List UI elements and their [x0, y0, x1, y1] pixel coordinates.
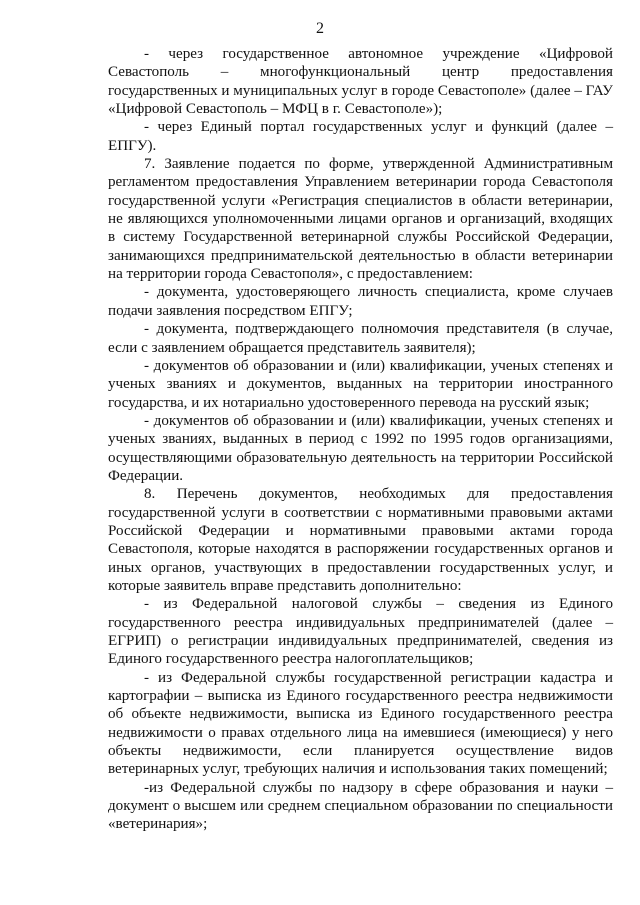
paragraph-cadastre-service: - из Федеральной службы государственной регистрации кадастра и картографии – выписка из Единого государственного реестра недвижимости об объекте недвижимости, выписка из Единого государственного реестра недвижимости о правах отдельного лица на имевшиеся (имеющиеся) у него объекты недвижимости, если планируется осуществление видов ветеринарных услуг, требующих наличия и использования таких помещений;: [108, 669, 613, 778]
paragraph-via-mfc: - через государственное автономное учреждение «Цифровой Севастополь – многофункциональный центр предоставления государственных и муниципальных услуг в городе Севастополе» (далее – ГАУ «Цифровой Севастополь – МФЦ в г. Севастополе»);: [108, 46, 613, 118]
paragraph-item-8: 8. Перечень документов, необходимых для предоставления государственной услуги в соответствии с нормативными правовыми актами Российской Федерации и нормативными правовыми актами города Севастополя, которые находятся в распоряжении государственных органов и иных органов, участвующих в предоставлении государственных услуг, и которые заявитель вправе представить дополнительно:: [108, 486, 613, 594]
paragraph-foreign-education-documents: - документов об образовании и (или) квалификации, ученых степенях и ученых званиях и документов, выданных на территории иностранного государства, и их нотариально удостоверенного перевода на русский язык;: [108, 357, 613, 411]
paragraph-via-epgu: - через Единый портал государственных услуг и функций (далее – ЕПГУ).: [108, 119, 613, 154]
document-body: [108, 45, 613, 834]
paragraph-item-7: 7. Заявление подается по форме, утвержденной Административным регламентом предоставления Управлением ветеринарии города Севастополя государственной услуги «Регистрация специалистов в области ветеринарии, не являющихся уполномоченными лицами органов и организаций, входящих в систему Государственной ветеринарной службы Российской Федерации, занимающихся предпринимательской деятельностью в области ветеринарии на территории города Севастополя», с предоставлением:: [108, 156, 613, 283]
paragraph-education-supervision: -из Федеральной службы по надзору в сфере образования и науки – документ о высшем или среднем специальном образовании по специальности «ветеринария»;: [108, 779, 613, 833]
page-number: 2: [316, 20, 324, 37]
paragraph-identity-document: - документа, удостоверяющего личность специалиста, кроме случаев подачи заявления посредством ЕПГУ;: [108, 284, 613, 319]
paragraph-education-documents-1992-1995: - документов об образовании и (или) квалификации, ученых степенях и ученых званиях, выданных в период с 1992 по 1995 годов организациями, осуществляющими образовательную деятельность на территории Российской Федерации.: [108, 412, 613, 484]
paragraph-tax-service: - из Федеральной налоговой службы – сведения из Единого государственного реестра индивидуальных предпринимателей (далее – ЕГРИП) о регистрации индивидуальных предпринимателей, сведения из Единого государственного реестра налогоплательщиков;: [108, 596, 613, 668]
paragraph-representative-authority: - документа, подтверждающего полномочия представителя (в случае, если с заявлением обращается представитель заявителя);: [108, 321, 613, 356]
